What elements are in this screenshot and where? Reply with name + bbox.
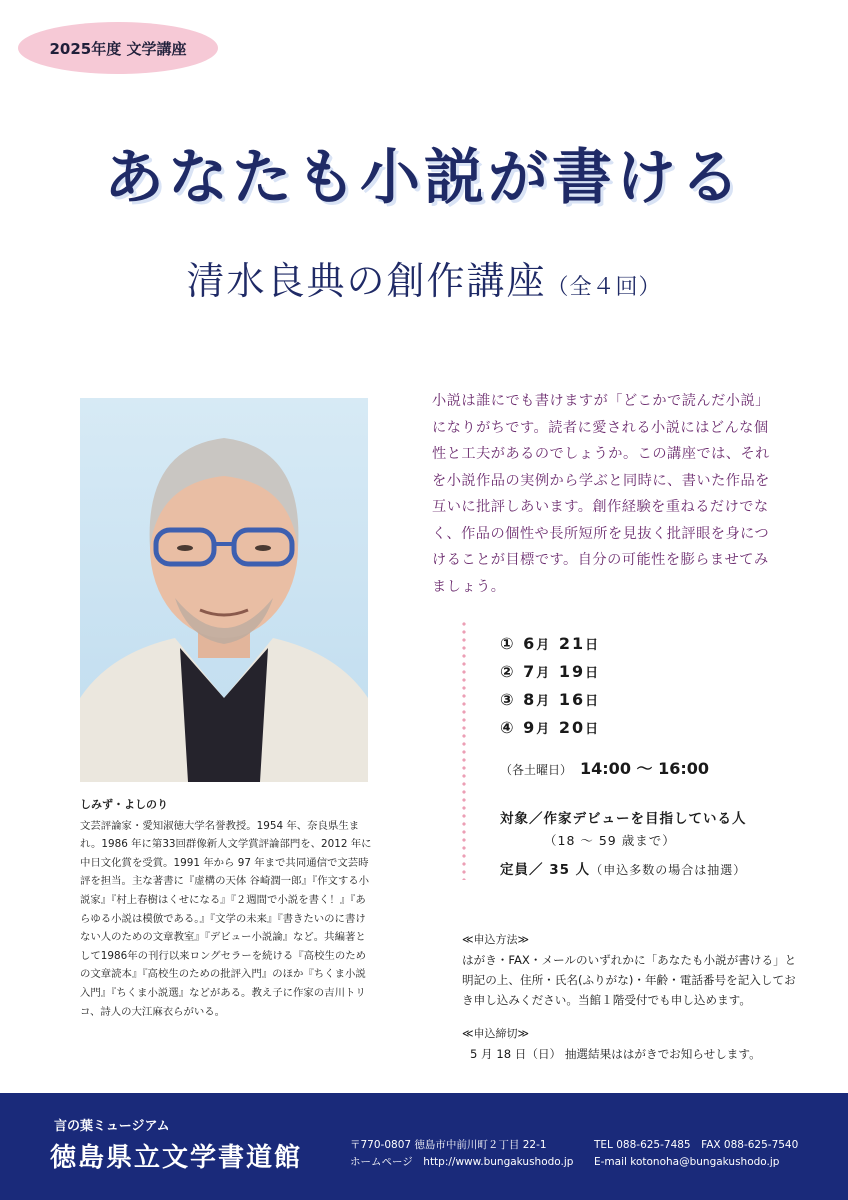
instructor-bio xyxy=(80,796,372,1021)
instructor-name: しみず・よしのり xyxy=(80,798,168,811)
year-badge: 2025年度 文学講座 xyxy=(18,22,218,74)
subtitle-main: 清水良典の創作講座 xyxy=(186,259,547,303)
session-number: ③ xyxy=(500,690,516,709)
instructor-bio-text: 文芸評論家・愛知淑徳大学名誉教授。1954 年、奈良県生まれ。1986 年に第33回群像新人文学賞評論部門を、2012 年に中日文化賞を受賞。1991 年から 97 年まで共同通信で文芸時評を担当。主な著書に『虚構の天体 谷崎潤一郎』『作文する小説家』『村上春樹はくせになる』『２週間で小説を書く！』『あらゆる小説は模倣である。』『文学の未来』『書きたいのに書けない人のための文章教室』『デビュー小説論』など。共編著として1986年の刊行以来ロングセラーを続ける『高校生のための文章読本』『高校生のための批評入門』のほか『ちくま小説入門』『ちくま小説選』などがある。教え子に作家の吉川トリコ、詩人の大江麻衣らがいる。 xyxy=(80,819,372,1018)
month-label: 月 xyxy=(536,694,552,709)
page-subtitle xyxy=(0,250,848,305)
dotted-divider xyxy=(462,620,466,880)
capacity xyxy=(500,858,746,878)
page-title: あなたも小説が書ける xyxy=(104,143,744,213)
session-day: 16 xyxy=(558,690,586,709)
target-age: （18 〜 59 歳まで） xyxy=(544,833,676,848)
org-subtitle: 言の葉ミュージアム xyxy=(54,1119,170,1134)
session-day: 21 xyxy=(558,634,586,653)
session-dates xyxy=(500,630,600,742)
application-info xyxy=(462,930,802,1064)
phone-fax: TEL 088-625-7485 FAX 088-625-7540 xyxy=(594,1139,799,1151)
homepage[interactable]: ホームページ http://www.bungakushodo.jp xyxy=(350,1156,574,1168)
day-label: 日 xyxy=(585,694,601,709)
subtitle-count: （全４回） xyxy=(546,275,662,300)
org-name: 徳島県立文学書道館 xyxy=(50,1143,303,1173)
instructor-photo xyxy=(80,398,368,782)
target-label: 対象／作家デビューを目指している人 xyxy=(500,811,747,827)
month-label: 月 xyxy=(536,666,552,681)
session-number: ② xyxy=(500,662,516,681)
month-label: 月 xyxy=(536,638,552,653)
contact-block xyxy=(594,1137,798,1171)
session-month: 8 xyxy=(523,690,537,709)
capacity-label: 定員／ 35 人 xyxy=(500,862,591,878)
course-intro: 小説は誰にでも書けますが「どこかで読んだ小説」になりがちです。読者に愛される小説にはどんな個性と工夫があるのでしょうか。この講座では、それを小説作品の実例から学ぶと同時に、書いた作品を互いに批評しあいます。創作経験を重ねるだけでなく、作品の個性や長所短所を見抜く批評眼を身につけることが目標です。自分の可能性を膨らませてみましょう。 xyxy=(432,393,770,595)
session-month: 9 xyxy=(523,718,537,737)
address: 〒770-0807 徳島市中前川町２丁目 22-1 xyxy=(350,1139,547,1151)
session-date xyxy=(500,630,600,658)
month-label: 月 xyxy=(536,722,552,737)
email[interactable]: E-mail kotonoha@bungakushodo.jp xyxy=(594,1156,780,1168)
session-day: 19 xyxy=(558,662,586,681)
apply-method-heading: ≪申込方法≫ xyxy=(462,933,530,946)
session-date xyxy=(500,686,600,714)
session-month: 7 xyxy=(523,662,537,681)
session-time xyxy=(500,756,709,779)
time-range: 14:00 〜 16:00 xyxy=(580,759,710,778)
session-number: ① xyxy=(500,634,516,653)
apply-deadline-heading: ≪申込締切≫ xyxy=(462,1027,530,1040)
session-day: 20 xyxy=(558,718,586,737)
footer xyxy=(0,1093,848,1200)
day-label: 日 xyxy=(585,722,601,737)
apply-method-text: はがき・FAX・メールのいずれかに「あなたも小説が書ける」と明記の上、住所・氏名(ふりがな)・年齢・電話番号を記入しておき申し込みください。当館１階受付でも申し込めます。 xyxy=(462,953,797,1007)
session-number: ④ xyxy=(500,718,516,737)
target-audience xyxy=(500,808,747,852)
apply-deadline-text: 5 月 18 日（日） 抽選結果ははがきでお知らせします。 xyxy=(470,1047,761,1061)
session-month: 6 xyxy=(523,634,537,653)
day-label: 日 xyxy=(585,638,601,653)
capacity-note: （申込多数の場合は抽選） xyxy=(590,863,747,877)
session-date xyxy=(500,714,600,742)
portrait-illustration xyxy=(80,398,368,782)
session-date xyxy=(500,658,600,686)
weekday-note: （各土曜日） xyxy=(500,763,573,777)
day-label: 日 xyxy=(585,666,601,681)
address-block xyxy=(350,1137,573,1171)
